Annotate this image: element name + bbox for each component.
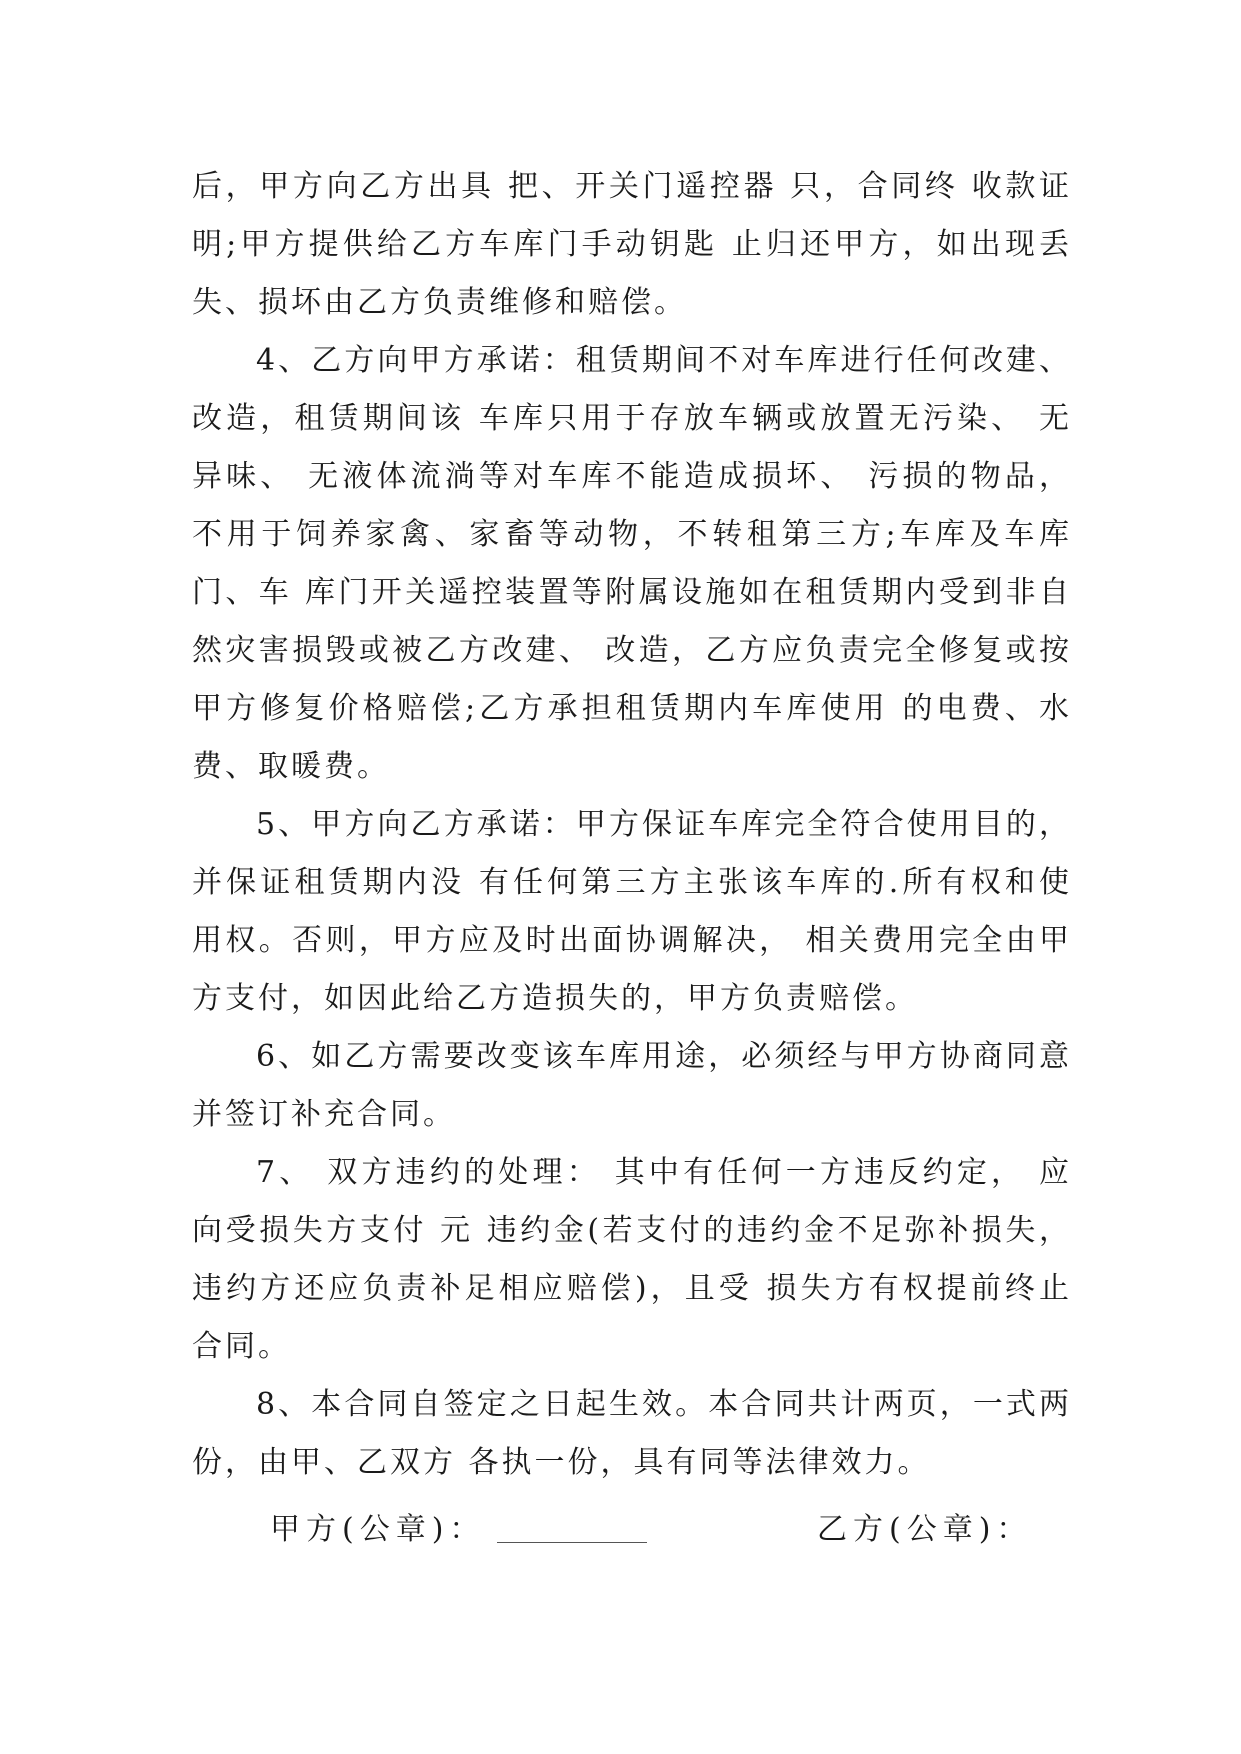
paragraph-clause-8: 8、本合同自签定之日起生效。本合同共计两页，一式两份，由甲、乙双方 各执一份，具有同等法律效力。 <box>192 1387 1072 1480</box>
party-a-signature-line <box>497 1542 647 1543</box>
paragraph-clause-7: 7、 双方违约的处理： 其中有任何一方违反约定， 应向受损失方支付 元 违约金(若支付的违约金不足弥补损失，违约方还应负责补足相应赔偿)，且受 损失方有权提前终止合同。 <box>192 1155 1072 1364</box>
contract-body <box>192 158 1072 1492</box>
paragraph-clause-6: 6、如乙方需要改变该车库用途，必须经与甲方协商同意并签订补充合同。 <box>192 1039 1072 1132</box>
party-a-seal-label: 甲方(公章)： <box>270 1512 486 1547</box>
paragraph-continuation: 后，甲方向乙方出具 把、开关门遥控器 只，合同终 收款证明;甲方提供给乙方车库门手动钥匙 止归还甲方，如出现丢失、损坏由乙方负责维修和赔偿。 <box>192 169 1072 320</box>
party-b-seal-label: 乙方(公章)： <box>817 1512 1033 1547</box>
paragraph-clause-5: 5、甲方向乙方承诺：甲方保证车库完全符合使用目的，并保证租赁期内没 有任何第三方主张该车库的.所有权和使用权。否则，甲方应及时出面协调解决， 相关费用完全由甲方支付，如因此给乙方造损失的，甲方负责赔偿。 <box>192 807 1072 1016</box>
paragraph-clause-4: 4、乙方向甲方承诺：租赁期间不对车库进行任何改建、改造，租赁期间该 车库只用于存放车辆或放置无污染、 无异味、 无液体流淌等对车库不能造成损坏、 污损的物品，不用于饲养家禽、家畜等动物，不转租第三方;车库及车库门、车 库门开关遥控装置等附属设施如在租赁期内受到非自然灾害损毁或被乙方改建、 改造，乙方应负责完全修复或按甲方修复价格赔偿;乙方承担租赁期内车库使用 的电费、水费、取暖费。 <box>192 343 1072 784</box>
signature-block <box>192 1500 1072 1560</box>
